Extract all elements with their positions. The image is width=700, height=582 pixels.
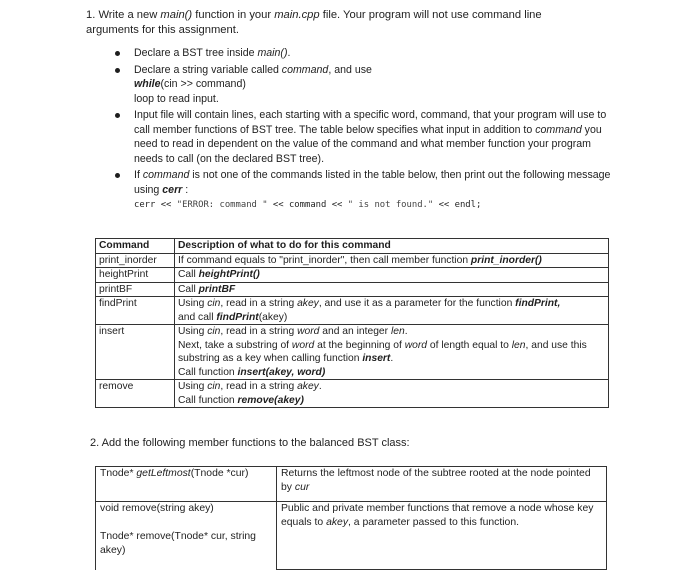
column-header: Description of what to do for this command — [175, 239, 609, 254]
table-row: print_inorder If command equals to "print_inorder", then call member function print_inorder() — [96, 253, 609, 268]
command-table — [95, 238, 609, 408]
table-row: Tnode* getLeftmost(Tnode *cur) Returns the leftmost node of the subtree rooted at the node pointed by cur — [96, 467, 607, 502]
table-row: heightPrint Call heightPrint() — [96, 268, 609, 283]
list-item: If command is not one of the commands listed in the table below, then print out the following message using cerr : cerr << "ERROR: command " << command << " is not found." << endl; — [112, 168, 612, 213]
table-row: remove Using cin, read in a string akey. Call function remove(akey) — [96, 380, 609, 408]
bullet-icon — [115, 173, 120, 178]
question-2-intro: 2. Add the following member functions to the balanced BST class: — [90, 437, 410, 449]
question-1-intro: 1. Write a new main() function in your main.cpp file. Your program will not use command line arguments for this assignment. — [86, 9, 542, 36]
bullet-icon — [115, 68, 120, 73]
bullet-icon — [115, 113, 120, 118]
list-item: Declare a BST tree inside main(). — [112, 46, 612, 61]
table-row: findPrint Using cin, read in a string akey, and use it as a parameter for the function findPrint, and call findPrint(akey) — [96, 297, 609, 325]
table-row: printBF Call printBF — [96, 282, 609, 297]
column-header: Command — [96, 239, 175, 254]
bullet-icon — [115, 51, 120, 56]
member-function-table — [95, 466, 607, 570]
table-row: insert Using cin, read in a string word and an integer len. Next, take a substring of word at the beginning of word of length equal to len, and use this substring as a key when calling function insert. Call function insert(akey, word) — [96, 325, 609, 380]
instruction-list — [112, 46, 612, 215]
list-item: Declare a string variable called command, and use while(cin >> command) loop to read input. — [112, 63, 612, 107]
list-item: Input file will contain lines, each starting with a specific word, command, that your program will use to call member functions of BST tree. The table below specifies what input in addition to command you need to read in dependent on the value of the command and what member function your program needs to call (on the declared BST tree). — [112, 108, 612, 166]
table-row: void remove(string akey) Tnode* remove(Tnode* cur, string akey) Public and private member functions that remove a node whose key equals to akey, a parameter passed to this function. — [96, 501, 607, 569]
table-header-row — [96, 239, 609, 254]
code-line: cerr << "ERROR: command " << command << " is not found." << endl; — [134, 200, 482, 210]
